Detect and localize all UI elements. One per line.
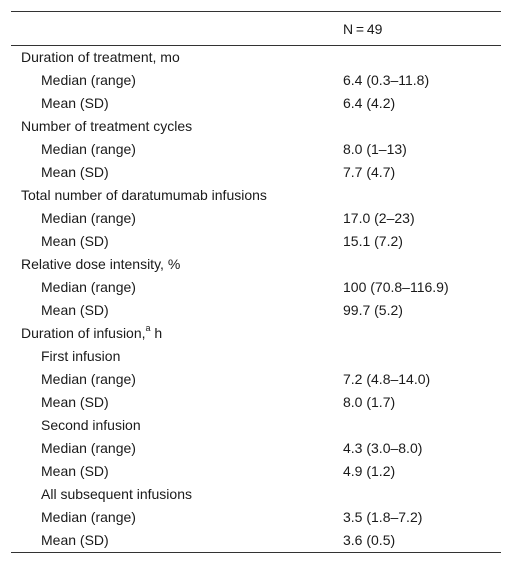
row-value: 7.2 (4.8–14.0) xyxy=(343,371,431,387)
row-label-text: Median (range) xyxy=(41,279,136,295)
row-label xyxy=(11,345,331,368)
row-label-suffix: h xyxy=(150,325,163,341)
row-label-text: Mean (SD) xyxy=(41,532,109,549)
row-value xyxy=(331,46,501,69)
row-value: 3.5 (1.8–7.2) xyxy=(343,509,423,525)
row-value: 100 (70.8–116.9) xyxy=(343,279,449,295)
table-row xyxy=(11,460,501,483)
row-value: 6.4 (0.3–11.8) xyxy=(343,72,430,88)
row-value xyxy=(331,253,501,276)
table-row xyxy=(11,345,501,368)
row-section-label xyxy=(11,322,331,345)
table-row xyxy=(11,368,501,391)
row-section-label xyxy=(11,46,331,69)
table-row xyxy=(11,299,501,322)
row-value: 4.9 (1.2) xyxy=(343,463,396,479)
header-empty-cell xyxy=(11,12,331,46)
row-label-text: Relative dose intensity, % xyxy=(21,256,181,272)
header-n-cell: N = 49 xyxy=(331,12,501,46)
row-label xyxy=(11,276,331,299)
row-value xyxy=(331,115,501,138)
table-row xyxy=(11,253,501,276)
row-label xyxy=(11,506,331,529)
table-row xyxy=(11,207,501,230)
row-value: 3.6 (0.5) xyxy=(331,529,501,553)
row-label xyxy=(11,161,331,184)
row-value: 4.3 (3.0–8.0) xyxy=(343,440,423,456)
row-label-text: Mean (SD) xyxy=(41,394,109,410)
row-label xyxy=(11,529,331,553)
treatment-table-container xyxy=(11,11,501,553)
table-body xyxy=(11,46,501,553)
row-value xyxy=(331,345,501,368)
row-label xyxy=(11,483,331,506)
row-label xyxy=(11,368,331,391)
table-row xyxy=(11,276,501,299)
row-value xyxy=(331,322,501,345)
row-label-text: Second infusion xyxy=(41,417,141,433)
row-label xyxy=(11,230,331,253)
row-label-text: Median (range) xyxy=(41,210,136,226)
row-section-label xyxy=(11,184,331,207)
row-value: 8.0 (1.7) xyxy=(343,394,396,410)
row-label-text: Median (range) xyxy=(41,440,136,456)
table-row xyxy=(11,483,501,506)
row-value xyxy=(331,483,501,506)
row-label-text: Number of treatment cycles xyxy=(21,118,193,134)
row-label-text: Mean (SD) xyxy=(41,95,109,111)
row-label-text: All subsequent infusions xyxy=(41,486,192,502)
table-row xyxy=(11,115,501,138)
table-row xyxy=(11,322,501,345)
footnote-marker: a xyxy=(145,323,151,334)
row-label xyxy=(11,414,331,437)
table-row xyxy=(11,391,501,414)
table-header-row xyxy=(11,12,501,46)
row-label-text: Mean (SD) xyxy=(41,463,109,479)
row-label-text: Mean (SD) xyxy=(41,302,109,318)
row-value: 15.1 (7.2) xyxy=(343,233,403,249)
table-row xyxy=(11,92,501,115)
row-section-label xyxy=(11,115,331,138)
table-row xyxy=(11,69,501,92)
row-label xyxy=(11,207,331,230)
row-label-text: Median (range) xyxy=(41,141,136,157)
row-label-text: Duration of treatment, mo xyxy=(21,49,180,66)
table-row xyxy=(11,529,501,553)
row-label xyxy=(11,391,331,414)
table-row xyxy=(11,138,501,161)
row-label xyxy=(11,92,331,115)
row-value: 6.4 (4.2) xyxy=(343,95,396,111)
row-label-text: First infusion xyxy=(41,348,121,364)
table-row xyxy=(11,161,501,184)
table-row xyxy=(11,46,501,69)
row-label-text: Median (range) xyxy=(41,371,136,387)
table-row xyxy=(11,437,501,460)
row-label-text: Total number of daratumumab infusions xyxy=(21,187,267,203)
row-value xyxy=(331,184,501,207)
treatment-exposure-table xyxy=(11,11,501,553)
row-label-text: Mean (SD) xyxy=(41,164,109,180)
table-row xyxy=(11,230,501,253)
row-label-text: Median (range) xyxy=(41,509,136,525)
row-value: 7.7 (4.7) xyxy=(343,164,396,180)
table-row xyxy=(11,184,501,207)
row-label-text: Duration of infusion, xyxy=(21,325,146,341)
row-label xyxy=(11,69,331,92)
row-section-label xyxy=(11,253,331,276)
row-label xyxy=(11,299,331,322)
row-label xyxy=(11,460,331,483)
row-label xyxy=(11,138,331,161)
row-value: 8.0 (1–13) xyxy=(343,141,407,157)
table-row xyxy=(11,414,501,437)
row-label-text: Mean (SD) xyxy=(41,233,109,249)
table-row xyxy=(11,506,501,529)
row-value: 99.7 (5.2) xyxy=(343,302,403,318)
row-value xyxy=(331,414,501,437)
row-label-text: Median (range) xyxy=(41,72,136,88)
row-value: 17.0 (2–23) xyxy=(343,210,415,226)
row-label xyxy=(11,437,331,460)
